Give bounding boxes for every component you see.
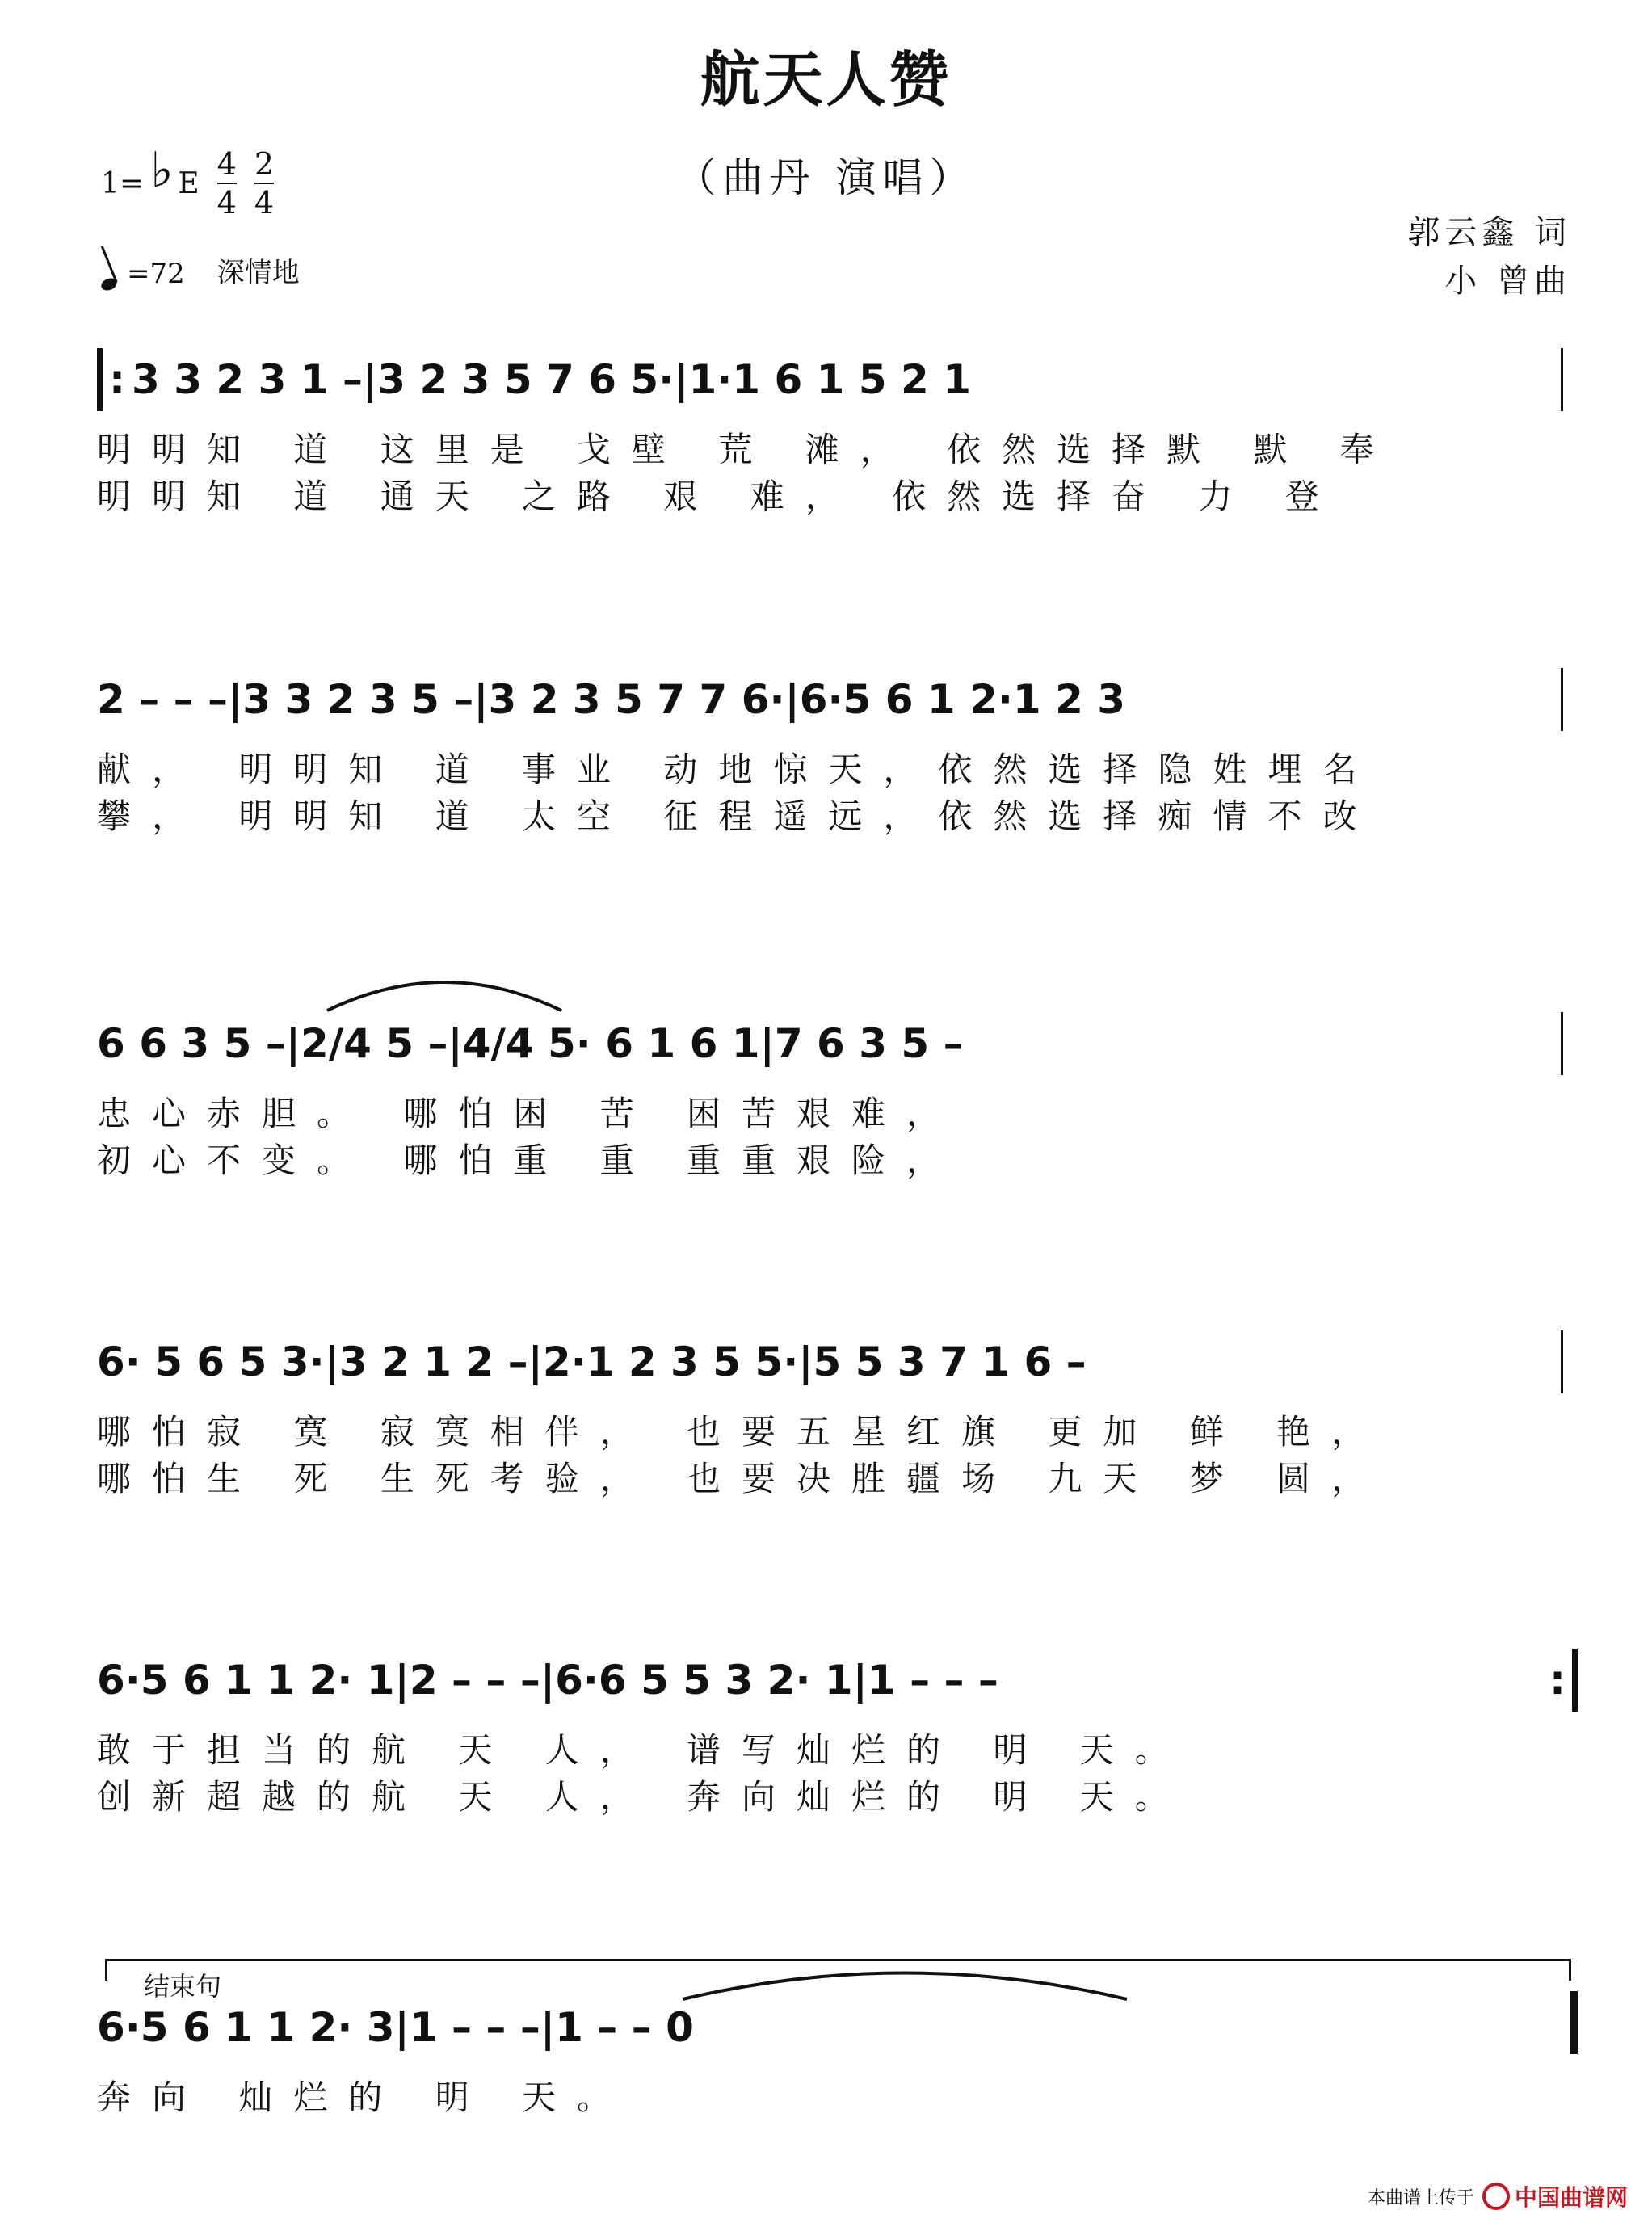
time-signature-4-4: 4 4	[216, 146, 237, 221]
footer-text: 本曲谱上传于	[1367, 2187, 1474, 2208]
logo-icon	[1482, 2183, 1510, 2210]
notation-text: 6·5 6 1 1 2· 3|1 – – –|1 – – 0	[97, 2004, 694, 2051]
notes-line	[97, 1995, 1578, 2060]
lyric-verse-2: 初心不变。 哪怕重 重 重重艰险，	[97, 1141, 962, 1180]
key-signature	[101, 142, 275, 221]
logo-text: 中国曲谱网	[1514, 2184, 1628, 2211]
notation-text: 6·5 6 1 1 2· 1|2 – – –|6·6 5 5 3 2· 1|1 – – –	[97, 1657, 998, 1704]
repeat-end-barline	[1543, 1649, 1578, 1712]
notes-line	[97, 1011, 1578, 1076]
tempo-marking	[101, 250, 300, 290]
expression-mark: 深情地	[216, 257, 300, 289]
ending-bracket	[105, 1959, 1571, 2002]
notation-text: 6 6 3 5 –|2/4 5 –|4/4 5· 6 1 6 1|7 6 3 5 –	[97, 1020, 964, 1067]
ending-label: 结束句	[144, 1971, 222, 2002]
lyric-verse-1: 敢于担当的航 天 人， 谱写灿烂的 明 天。	[97, 1730, 1190, 1770]
barline	[1561, 668, 1563, 731]
footer	[1368, 2180, 1628, 2212]
lyric-verse-1: 忠心赤胆。 哪怕困 苦 困苦艰难，	[97, 1094, 962, 1133]
notes-line	[97, 347, 1578, 412]
barline	[1561, 1330, 1563, 1393]
lyric-verse-2: 创新超越的航 天 人， 奔向灿烂的 明 天。	[97, 1777, 1190, 1817]
notation-text: 3 3 2 3 1 –|3 2 3 5 7 6 5·|1·1 6 1 5 2 1	[132, 356, 972, 403]
lyric-verse-1: 奔向 灿烂的 明 天。	[97, 2078, 633, 2117]
credits	[1407, 208, 1571, 305]
notation-text: 6· 5 6 5 3·|3 2 1 2 –|2·1 2 3 5 5·|5 5 3 7 1 6 –	[97, 1338, 1087, 1385]
quarter-note-icon	[99, 276, 119, 292]
barline	[1561, 1012, 1563, 1075]
tempo-bpm: =72	[127, 258, 185, 290]
lyric-verse-1: 哪怕寂 寞 寂寞相伴， 也要五星红旗 更加 鲜 艳，	[97, 1412, 1387, 1452]
repeat-start-barline	[97, 348, 132, 411]
site-logo[interactable]	[1482, 2180, 1628, 2212]
performer-line: （曲丹 演唱）	[675, 154, 977, 201]
notes-line	[97, 1330, 1578, 1394]
time-signature-2-4: 2 4	[254, 146, 275, 221]
flat-icon: ♭	[150, 142, 174, 199]
lyric-verse-2: 哪怕生 死 生死考验， 也要决胜疆场 九天 梦 圆，	[97, 1459, 1387, 1498]
final-barline	[1564, 1991, 1578, 2064]
key-note: E	[178, 166, 200, 200]
lyric-verse-2: 攀， 明明知 道 太空 征程遥远，依然选择痴情不改	[97, 796, 1378, 836]
slur	[323, 966, 565, 1015]
lyricist-credit: 郭云鑫 词	[1407, 214, 1571, 251]
composer-credit: 小 曾曲	[1444, 263, 1571, 300]
notation-text: 2 – – –|3 3 2 3 5 –|3 2 3 5 7 7 6·|6·5 6 1 2·1 2 3	[97, 676, 1126, 723]
lyric-verse-1: 献， 明明知 道 事业 动地惊天，依然选择隐姓埋名	[97, 750, 1378, 789]
notes-line	[97, 667, 1578, 732]
barline	[1561, 348, 1563, 411]
key-prefix: 1=	[101, 166, 145, 200]
song-title: 航天人赞	[700, 45, 952, 115]
notes-line	[97, 1648, 1578, 1712]
lyric-verse-1: 明明知 道 这里是 戈壁 荒 滩， 依然选择默 默 奉	[97, 430, 1395, 469]
lyric-verse-2: 明明知 道 通天 之路 艰 难， 依然选择奋 力 登	[97, 477, 1340, 516]
